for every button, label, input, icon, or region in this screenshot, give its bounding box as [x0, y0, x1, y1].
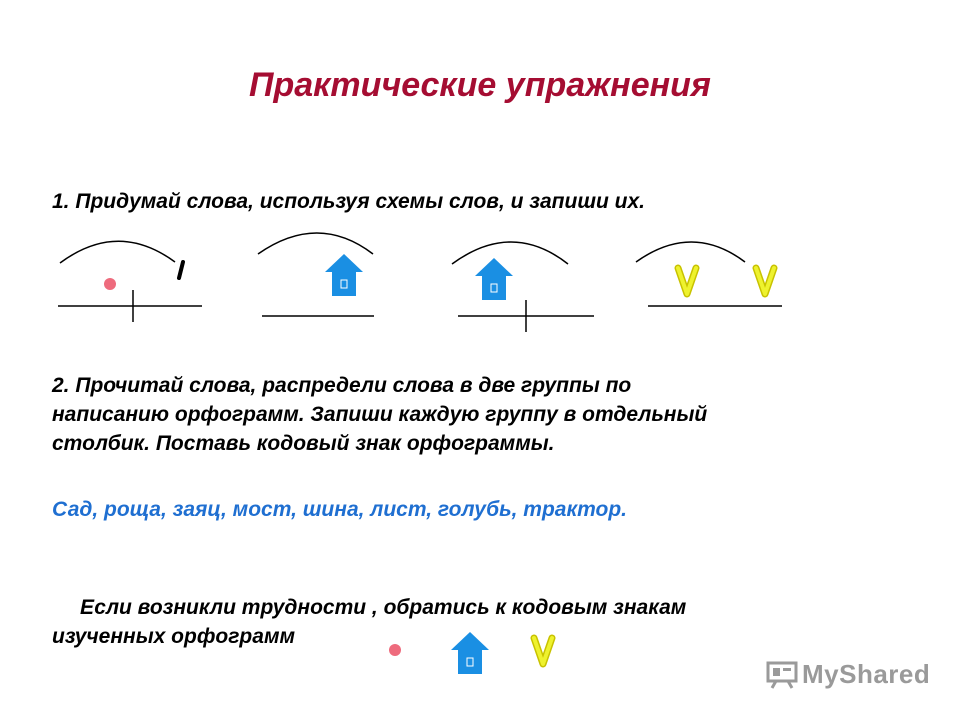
task-2-line-3: столбик. Поставь кодовый знак орфограммы.	[52, 432, 555, 455]
yellow-checkmark-icon	[678, 268, 696, 294]
word-arc	[258, 233, 373, 254]
soft-sign-mark-icon	[179, 262, 183, 278]
hint-line-1: Если возникли трудности , обратись к кодовым знакам	[80, 596, 687, 619]
task-2-line-1: 2. Прочитай слова, распредели слова в две группы по	[52, 374, 632, 397]
scheme-1	[58, 241, 202, 322]
red-dot-icon	[389, 644, 401, 656]
word-arc	[60, 241, 175, 263]
blue-house-icon	[325, 254, 363, 296]
red-dot-icon	[104, 278, 116, 290]
orthogram-code-icons	[389, 632, 552, 674]
watermark-logo	[766, 657, 930, 691]
hint-line-2: изученных орфограмм	[52, 625, 296, 648]
task-2-line-2: написанию орфограмм. Запиши каждую группу в отдельный	[52, 403, 708, 426]
page-title: Практические упражнения	[249, 66, 711, 104]
yellow-checkmark-icon	[534, 638, 552, 664]
word-arc	[452, 242, 568, 264]
scheme-2	[258, 233, 374, 316]
watermark-text: MyShared	[802, 658, 931, 689]
task-2-words: Сад, роща, заяц, мост, шина, лист, голубь, трактор.	[52, 498, 628, 521]
presentation-icon	[766, 659, 798, 689]
task-1-text: 1. Придумай слова, используя схемы слов, и запиши их.	[52, 190, 646, 213]
blue-house-icon	[475, 258, 513, 300]
yellow-checkmark-icon	[756, 268, 774, 294]
scheme-4	[636, 242, 782, 306]
blue-house-icon	[451, 632, 489, 674]
word-arc	[636, 242, 745, 262]
scheme-3	[452, 242, 594, 332]
